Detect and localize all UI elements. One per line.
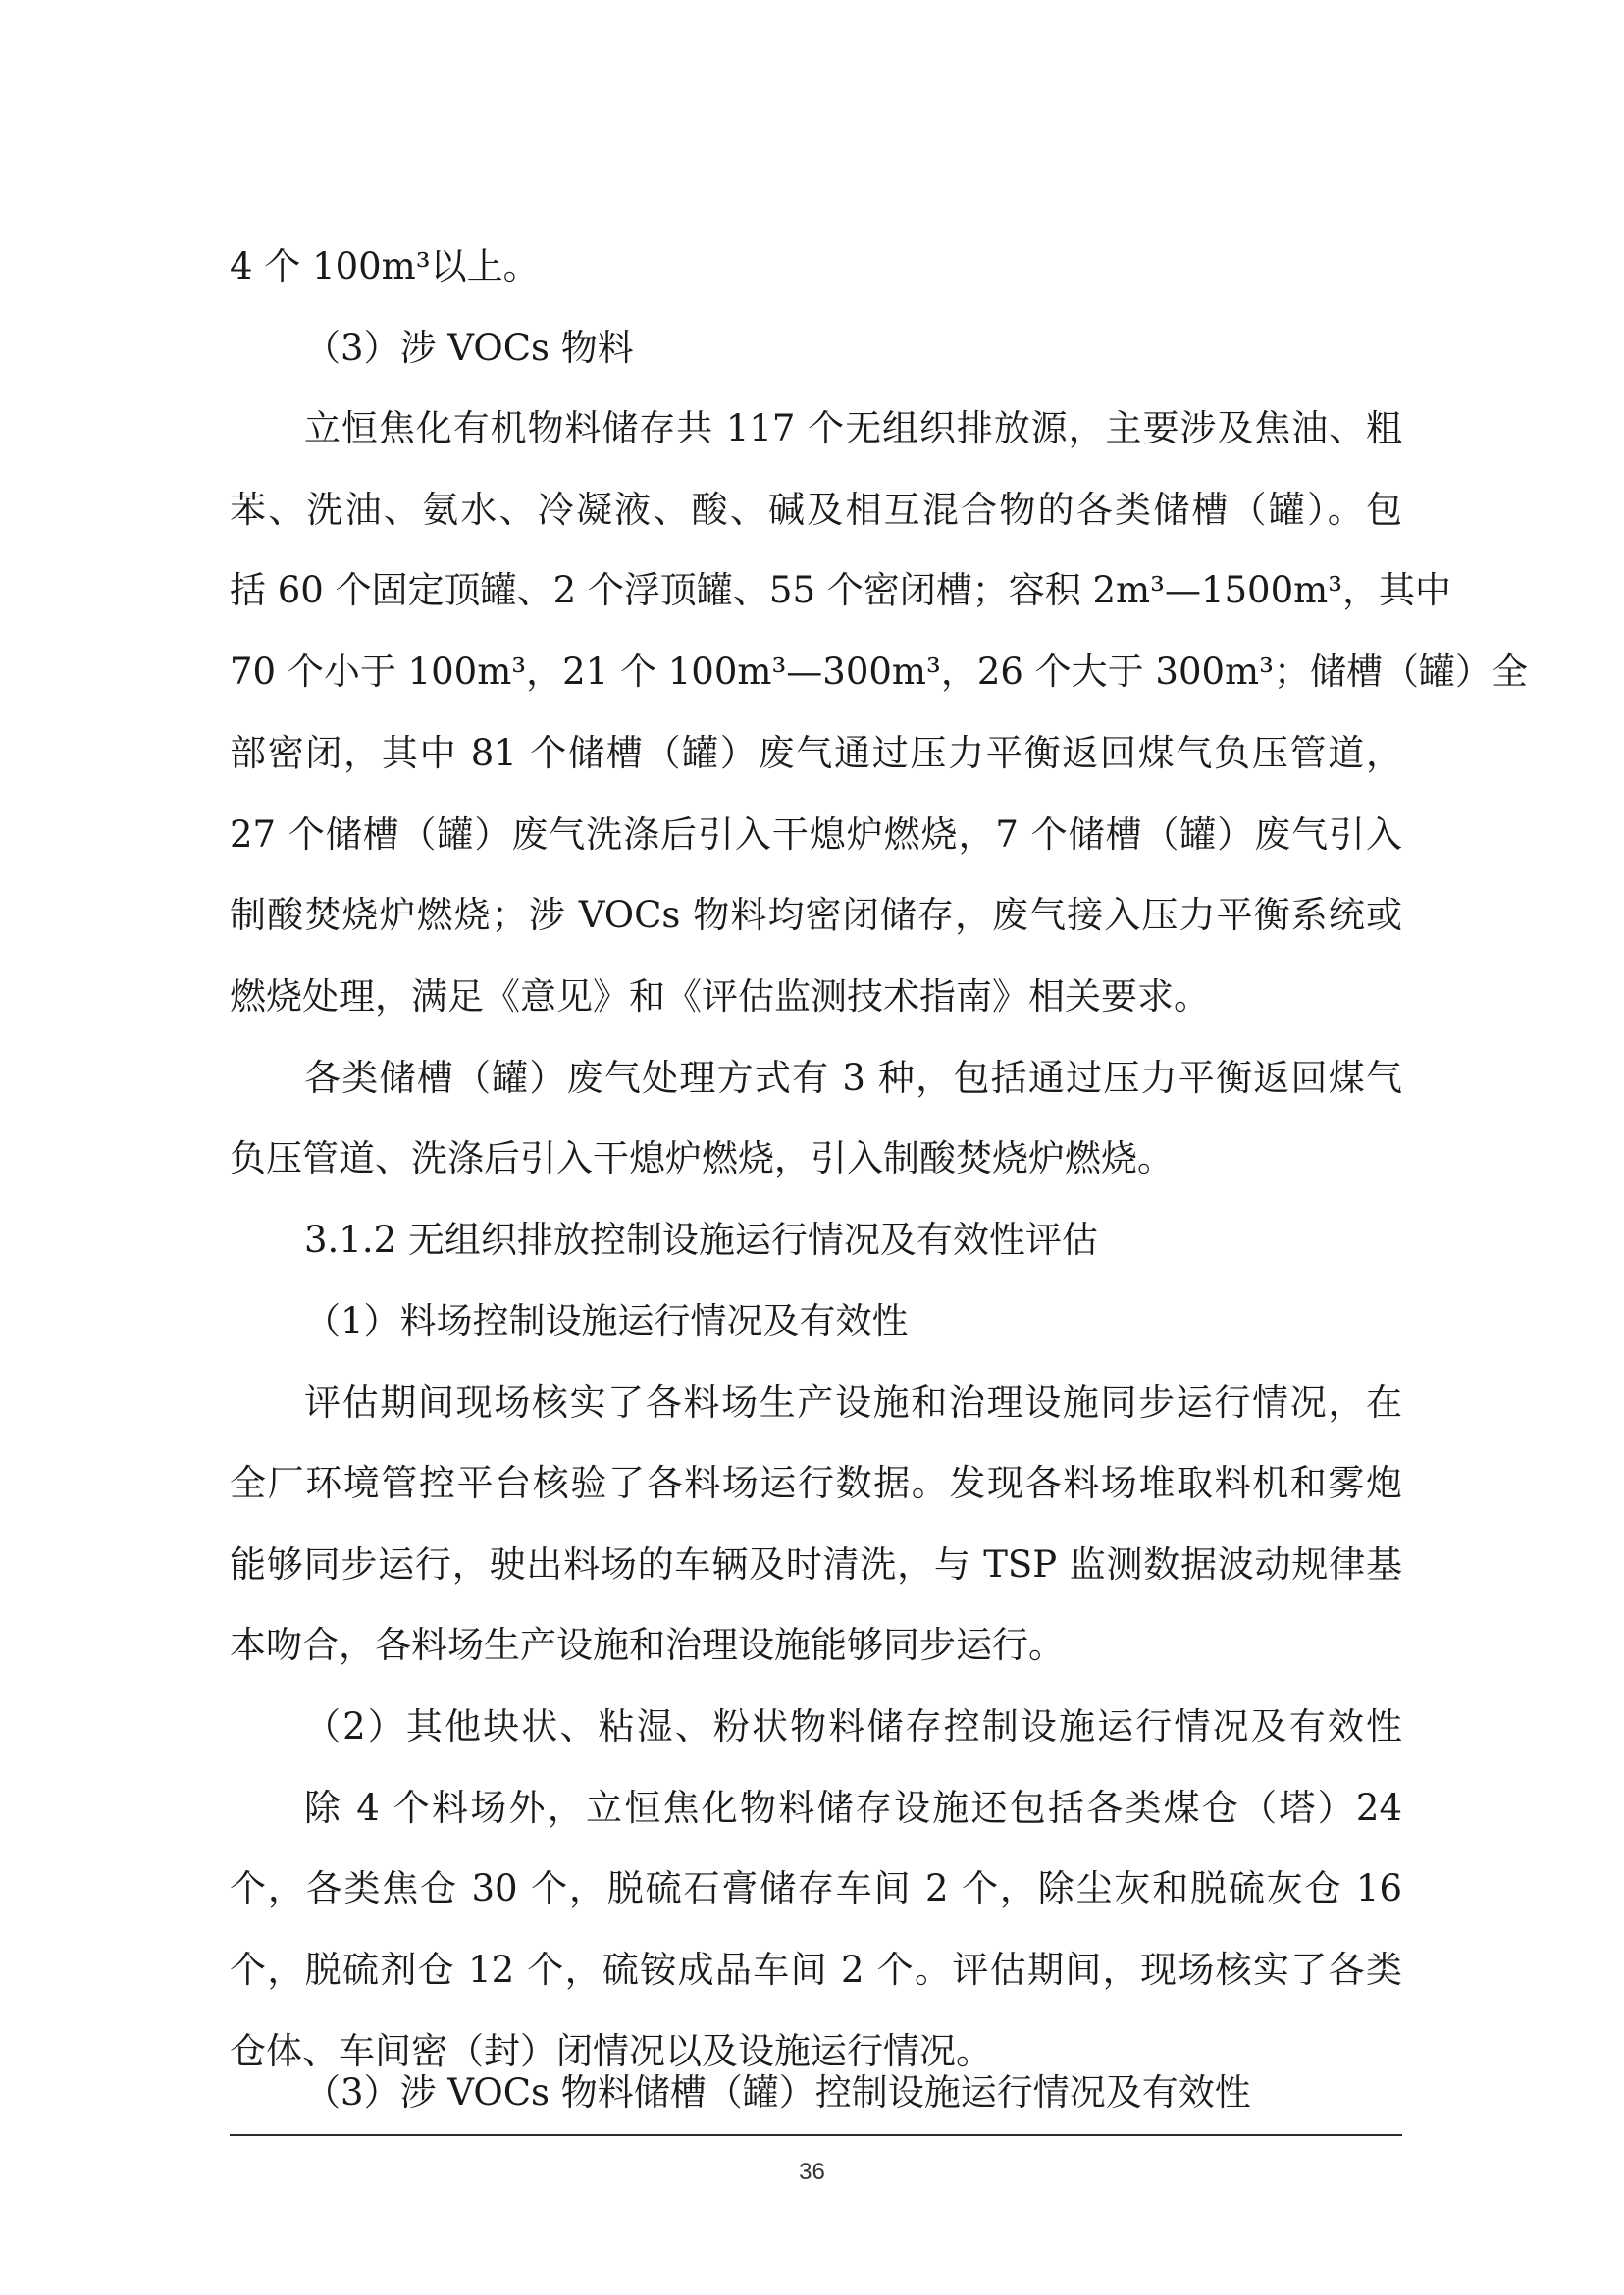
body-line: 苯、洗油、氨水、冷凝液、酸、碱及相互混合物的各类储槽（罐）。包 <box>230 489 1402 531</box>
body-line: 部密闭，其中 81 个储槽（罐）废气通过压力平衡返回煤气负压管道， <box>230 732 1402 774</box>
body-line: 27 个储槽（罐）废气洗涤后引入干熄炉燃烧，7 个储槽（罐）废气引入 <box>230 813 1402 856</box>
body-line: 4 个 100m³以上。 <box>230 245 540 287</box>
subsection-heading: （3）涉 VOCs 物料 <box>304 327 634 369</box>
body-line: 燃烧处理，满足《意见》和《评估监测技术指南》相关要求。 <box>230 975 1210 1017</box>
body-line: 能够同步运行，驶出料场的车辆及时清洗，与 TSP 监测数据波动规律基 <box>230 1543 1402 1586</box>
body-line: 除 4 个料场外，立恒焦化物料储存设施还包括各类煤仓（塔）24 <box>304 1787 1402 1829</box>
body-line: 本吻合，各料场生产设施和治理设施能够同步运行。 <box>230 1624 1065 1666</box>
subsection-heading: （2）其他块状、粘湿、粉状物料储存控制设施运行情况及有效性 <box>304 1705 1402 1747</box>
body-line: 评估期间现场核实了各料场生产设施和治理设施同步运行情况，在 <box>304 1382 1402 1424</box>
body-line: 制酸焚烧炉燃烧；涉 VOCs 物料均密闭储存，废气接入压力平衡系统或 <box>230 894 1402 936</box>
body-line: 各类储槽（罐）废气处理方式有 3 种，包括通过压力平衡返回煤气 <box>304 1057 1402 1099</box>
body-line: 立恒焦化有机物料储存共 117 个无组织排放源，主要涉及焦油、粗 <box>304 407 1402 449</box>
body-line: 个，各类焦仓 30 个，脱硫石膏储存车间 2 个，除尘灰和脱硫灰仓 16 <box>230 1867 1402 1909</box>
footer-divider <box>230 2134 1402 2136</box>
body-line: 负压管道、洗涤后引入干熄炉燃烧，引入制酸焚烧炉燃烧。 <box>230 1137 1174 1179</box>
body-line: 70 个小于 100m³，21 个 100m³—300m³，26 个大于 300m³；储槽（罐）全 <box>230 651 1528 693</box>
body-line: 仓体、车间密（封）闭情况以及设施运行情况。 <box>230 2030 992 2072</box>
body-line: 全厂环境管控平台核验了各料场运行数据。发现各料场堆取料机和雾炮 <box>230 1462 1402 1504</box>
body-line: 个，脱硫剂仓 12 个，硫铵成品车间 2 个。评估期间，现场核实了各类 <box>230 1949 1402 1991</box>
page-number: 36 <box>799 2159 825 2185</box>
body-line: 括 60 个固定顶罐、2 个浮顶罐、55 个密闭槽；容积 2m³—1500m³，其中 <box>230 569 1452 611</box>
subsection-heading: （3）涉 VOCs 物料储槽（罐）控制设施运行情况及有效性 <box>304 2071 1251 2113</box>
section-heading: 3.1.2 无组织排放控制设施运行情况及有效性评估 <box>304 1219 1098 1261</box>
subsection-heading: （1）料场控制设施运行情况及有效性 <box>304 1300 909 1342</box>
